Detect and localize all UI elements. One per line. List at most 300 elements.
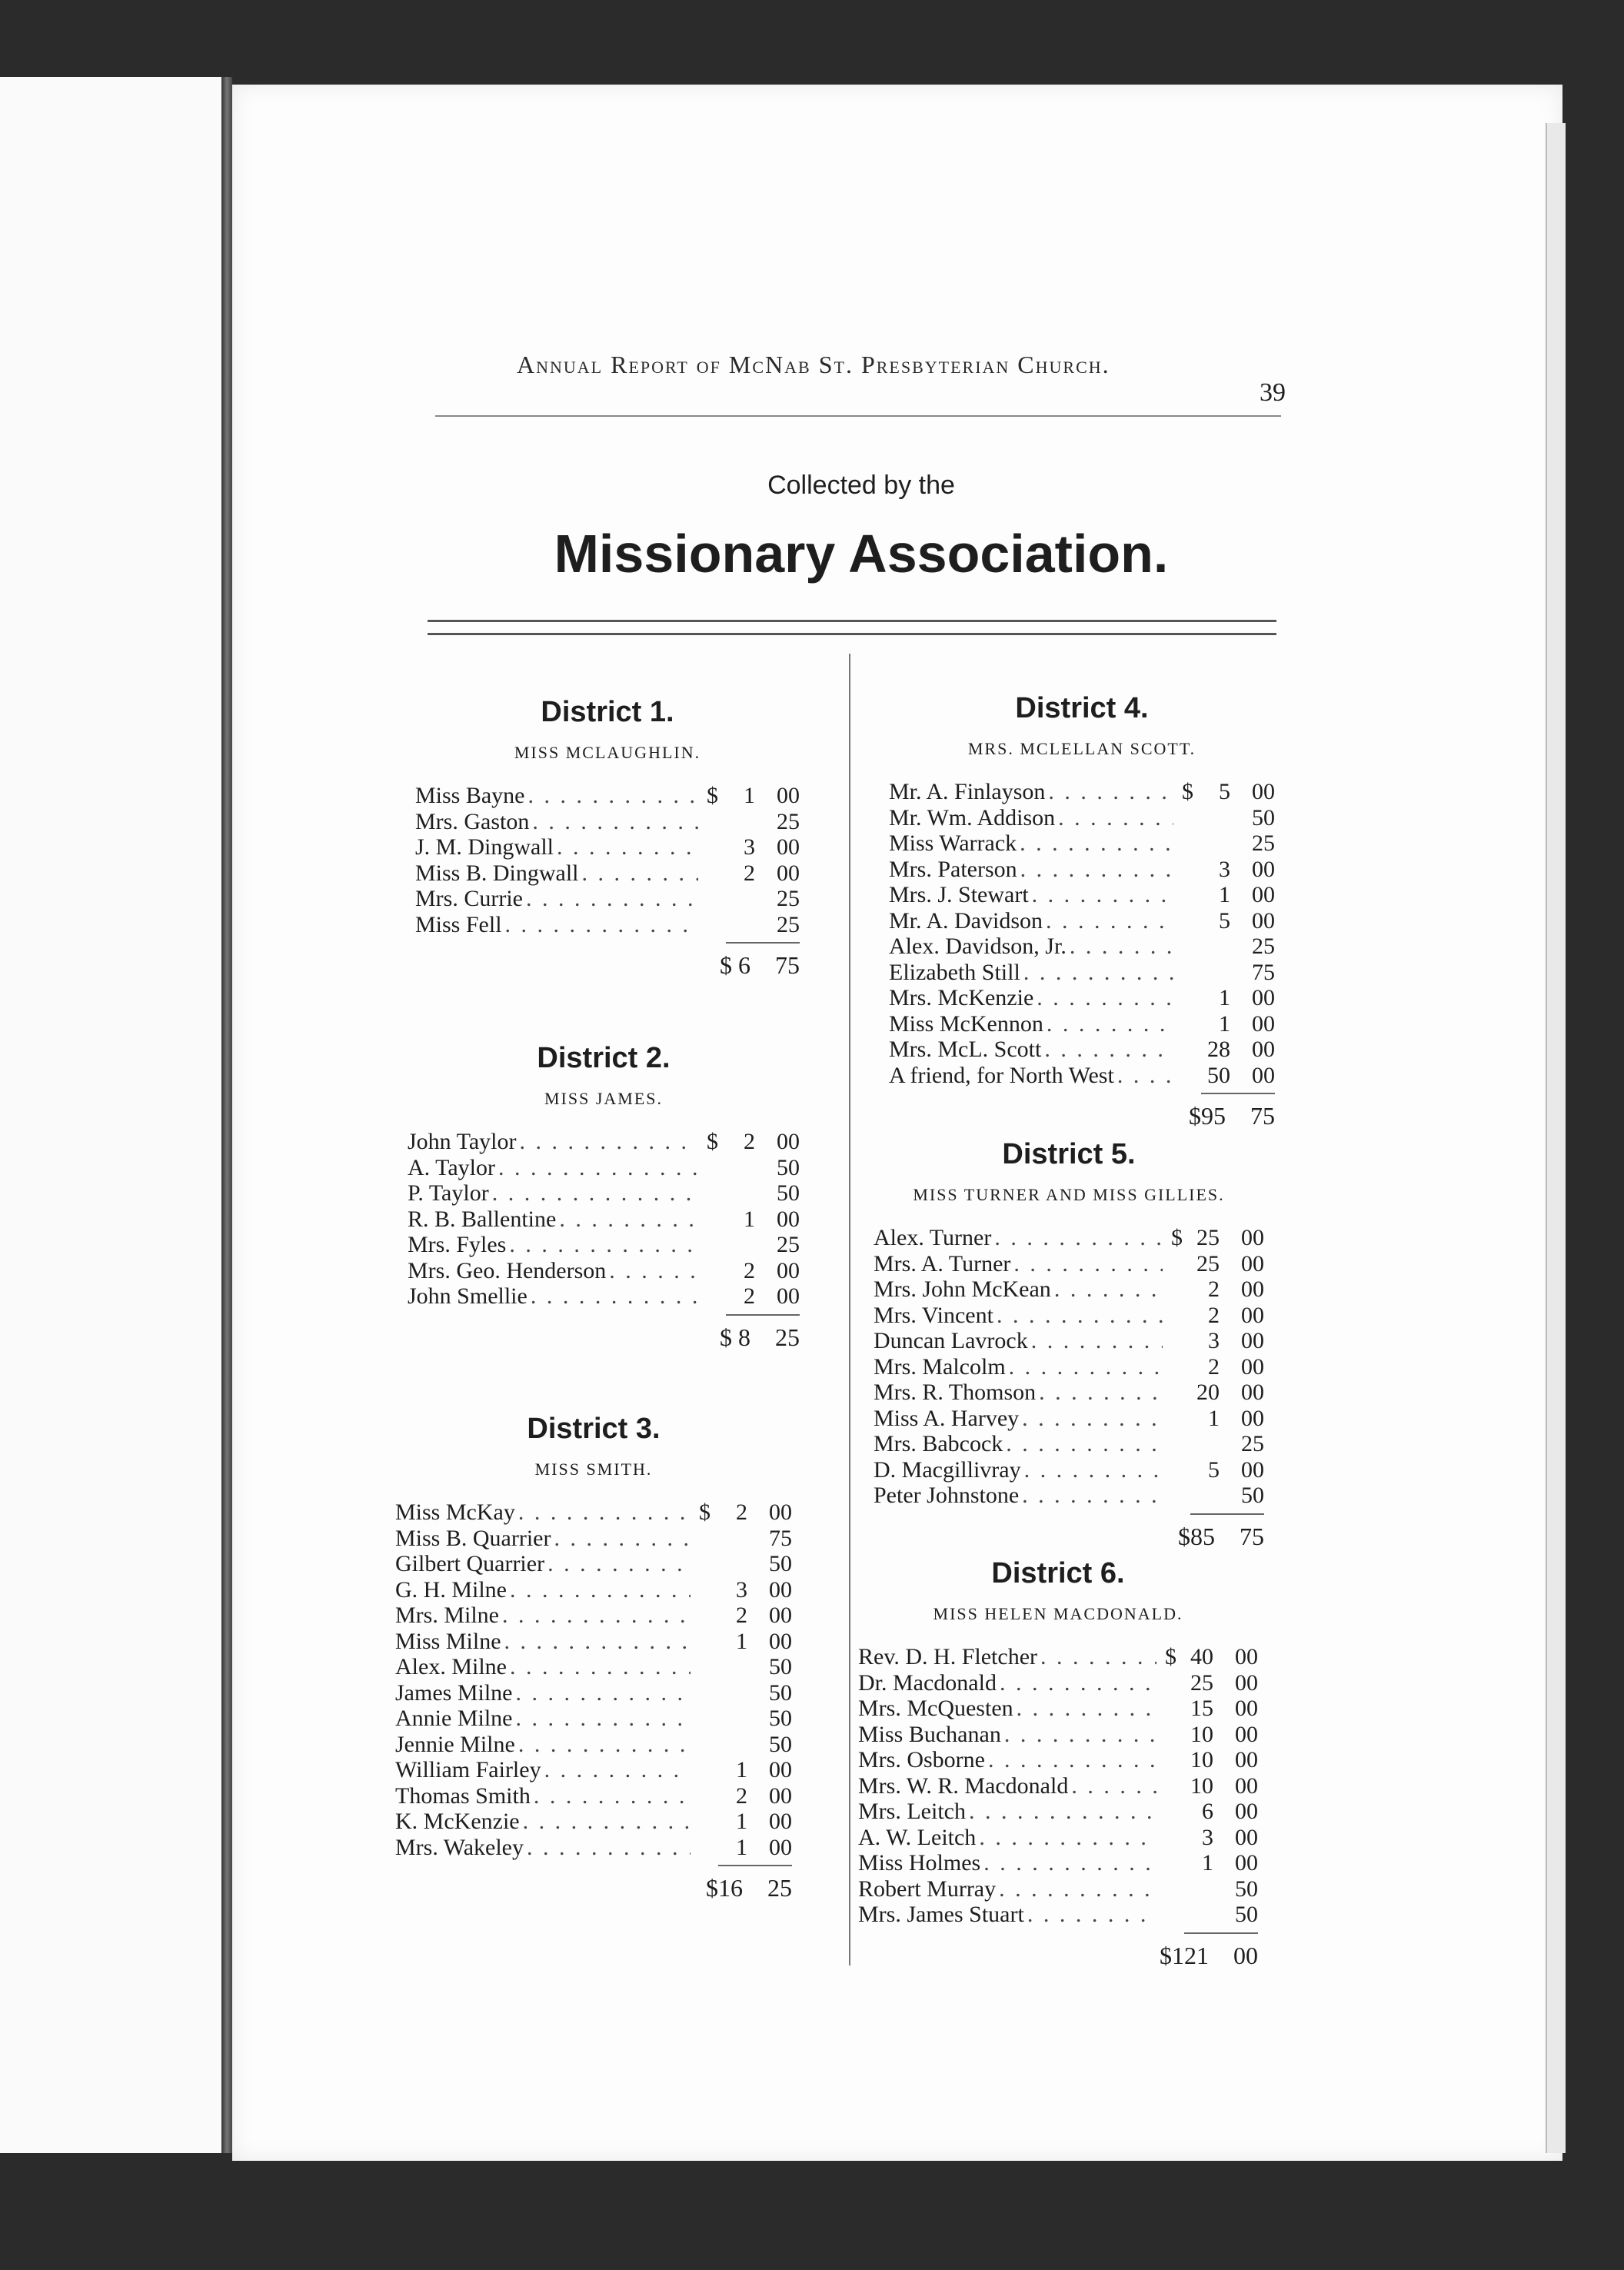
- contributor-name: R. B. Ballentine: [408, 1206, 557, 1232]
- dot-leader: [1058, 805, 1173, 831]
- contributor-name: Mrs. Leitch: [858, 1799, 966, 1824]
- contributor-name: A. W. Leitch: [858, 1824, 977, 1850]
- district-collector: MISS MCLAUGHLIN.: [514, 743, 701, 762]
- dot-leader: [510, 1577, 691, 1603]
- amount-cents: 00: [1241, 1276, 1264, 1302]
- dot-leader: [1027, 1902, 1156, 1928]
- district-block: [395, 1409, 792, 1902]
- title-double-rule: [428, 620, 1276, 635]
- amount-cents: 00: [769, 1603, 792, 1628]
- page-title: Missionary Association.: [554, 524, 1169, 584]
- contributor-name: Miss Fell: [415, 911, 502, 937]
- amount-cents: 00: [769, 1628, 792, 1654]
- dot-leader: [505, 912, 698, 938]
- district-total: [874, 1523, 1264, 1551]
- contribution-row: [858, 1644, 1258, 1670]
- amount-cents: 50: [1235, 1876, 1258, 1902]
- contributor-name: Miss McKennon: [889, 1010, 1043, 1037]
- contribution-row: [858, 1747, 1258, 1773]
- contributor-name: John Taylor: [408, 1129, 517, 1154]
- amount-dollars: 2: [1208, 1276, 1220, 1302]
- dot-leader: [532, 809, 698, 835]
- contribution-row: [874, 1303, 1264, 1329]
- contributor-name: Miss Buchanan: [858, 1721, 1001, 1747]
- amount-dollars: 2: [744, 1257, 755, 1283]
- amount-dollars: 25: [1196, 1250, 1220, 1276]
- amount-cents: 00: [1241, 1328, 1264, 1353]
- amount-cents: 25: [777, 1232, 800, 1257]
- amount-cents: 00: [777, 860, 800, 886]
- amount-dollars: 2: [736, 1603, 747, 1628]
- amount-cents: 00: [1235, 1669, 1258, 1696]
- amount-dollars: 28: [1207, 1037, 1230, 1062]
- contribution-row: [858, 1773, 1258, 1799]
- contribution-row: [889, 1037, 1275, 1063]
- amount-cents: 25: [1252, 934, 1275, 959]
- dot-leader: [999, 1876, 1156, 1902]
- dollar-sign: $: [1171, 1225, 1183, 1250]
- amount-cents: 25: [1252, 830, 1275, 856]
- contribution-row: [395, 1783, 792, 1809]
- dot-leader: [523, 1809, 691, 1835]
- amount-cents: 00: [1235, 1696, 1258, 1721]
- dot-leader: [510, 1654, 691, 1680]
- contributor-name: Rev. D. H. Fletcher: [858, 1644, 1037, 1669]
- contribution-row: [874, 1406, 1264, 1432]
- district-title: District 5.: [1002, 1138, 1136, 1170]
- contributor-name: Mrs. Malcolm: [874, 1353, 1006, 1380]
- contributor-name: Miss Bayne: [415, 783, 525, 808]
- contribution-row: [889, 882, 1275, 908]
- amount-cents: 00: [1241, 1456, 1264, 1483]
- contribution-row: [408, 1180, 800, 1207]
- dot-leader: [1047, 1011, 1173, 1037]
- amount-cents: 00: [1241, 1353, 1264, 1380]
- dollar-sign: $: [1165, 1644, 1176, 1669]
- contributor-name: Mrs. McL. Scott: [889, 1037, 1042, 1062]
- dot-leader: [531, 1283, 698, 1310]
- contributor-name: Duncan Lavrock: [874, 1328, 1028, 1353]
- amount-dollars: 50: [1207, 1062, 1230, 1088]
- amount-dollars: 1: [736, 1628, 747, 1654]
- dot-leader: [554, 1526, 691, 1552]
- contribution-list: [874, 1225, 1264, 1509]
- contributor-name: D. Macgillivray: [874, 1456, 1021, 1483]
- district-total: [858, 1942, 1258, 1970]
- dot-leader: [509, 1232, 698, 1258]
- district-total: [415, 951, 800, 980]
- amount-dollars: 2: [1208, 1353, 1220, 1380]
- contributor-name: Alex. Turner: [874, 1225, 992, 1250]
- contribution-row: [889, 805, 1275, 831]
- dot-leader: [983, 1850, 1156, 1876]
- amount-cents: 00: [1235, 1721, 1258, 1747]
- contribution-list: [415, 783, 800, 937]
- contribution-row: [408, 1129, 800, 1155]
- contributor-name: Miss B. Dingwall: [415, 860, 579, 886]
- contributor-name: Alex. Milne: [395, 1654, 507, 1679]
- amount-dollars: 10: [1190, 1721, 1213, 1747]
- amount-cents: 25: [1241, 1431, 1264, 1456]
- amount-cents: 00: [1235, 1799, 1258, 1824]
- contribution-row: [858, 1696, 1258, 1722]
- amount-cents: 00: [769, 1757, 792, 1782]
- contributor-name: G. H. Milne: [395, 1576, 507, 1603]
- amount-dollars: 25: [1190, 1669, 1213, 1696]
- amount-dollars: 6: [1202, 1799, 1213, 1824]
- contribution-list: [395, 1499, 792, 1860]
- contributor-name: Miss B. Quarrier: [395, 1525, 551, 1551]
- dot-leader: [1040, 1644, 1156, 1670]
- dot-leader: [1023, 960, 1173, 986]
- dot-leader: [1039, 1380, 1163, 1406]
- amount-dollars: 40: [1190, 1644, 1213, 1669]
- contribution-row: [874, 1431, 1264, 1457]
- amount-cents: 25: [777, 808, 800, 834]
- dot-leader: [1020, 830, 1173, 857]
- amount-cents: 00: [1252, 1010, 1275, 1037]
- amount-cents: 00: [1241, 1380, 1264, 1405]
- contributor-name: Mrs. Vincent: [874, 1302, 993, 1328]
- contribution-row: [408, 1232, 800, 1258]
- contribution-row: [889, 908, 1275, 934]
- contribution-row: [395, 1629, 792, 1655]
- amount-cents: 00: [1235, 1772, 1258, 1799]
- amount-cents: 00: [1252, 1037, 1275, 1062]
- contributor-name: Dr. Macdonald: [858, 1669, 997, 1696]
- dot-leader: [997, 1303, 1163, 1329]
- dot-leader: [1070, 934, 1173, 960]
- total-dollars: $121: [1160, 1941, 1209, 1969]
- amount-dollars: 1: [1219, 985, 1230, 1010]
- dot-leader: [1117, 1063, 1173, 1089]
- contribution-row: [395, 1551, 792, 1577]
- dot-leader: [518, 1499, 691, 1526]
- district-block: [874, 1134, 1264, 1551]
- district-title: District 3.: [527, 1413, 661, 1445]
- contributor-name: Miss A. Harvey: [874, 1405, 1020, 1431]
- amount-cents: 00: [1241, 1250, 1264, 1276]
- contribution-row: [858, 1722, 1258, 1748]
- contribution-row: [874, 1457, 1264, 1483]
- contribution-row: [889, 830, 1275, 857]
- amount-dollars: 2: [1208, 1302, 1220, 1328]
- amount-dollars: 10: [1190, 1747, 1213, 1772]
- district-title: District 1.: [541, 696, 674, 728]
- contribution-row: [408, 1155, 800, 1181]
- amount-cents: 00: [1235, 1824, 1258, 1850]
- contribution-row: [874, 1483, 1264, 1509]
- header-rule: [435, 415, 1281, 417]
- dollar-sign: $: [1182, 779, 1193, 804]
- dot-leader: [534, 1783, 691, 1809]
- amount-cents: 75: [769, 1525, 792, 1551]
- dot-leader: [1017, 1696, 1156, 1722]
- amount-dollars: 2: [744, 860, 755, 886]
- contribution-list: [889, 779, 1275, 1088]
- dot-leader: [1048, 779, 1173, 805]
- dot-leader: [1022, 1483, 1163, 1509]
- dot-leader: [1024, 1457, 1163, 1483]
- contributor-name: Miss Warrack: [889, 830, 1017, 856]
- amount-cents: 00: [769, 1809, 792, 1834]
- amount-cents: 50: [777, 1180, 800, 1206]
- contribution-row: [858, 1799, 1258, 1825]
- contributor-name: Mrs. Wakeley: [395, 1834, 524, 1860]
- dot-leader: [994, 1225, 1163, 1251]
- contribution-row: [408, 1283, 800, 1310]
- amount-dollars: 2: [736, 1499, 747, 1525]
- district-block: [408, 1038, 800, 1352]
- contributor-name: William Fairley: [395, 1757, 541, 1782]
- contribution-row: [889, 1063, 1275, 1089]
- contribution-row: [395, 1732, 792, 1758]
- amount-dollars: 2: [736, 1782, 747, 1809]
- contributor-name: Peter Johnstone: [874, 1483, 1020, 1508]
- amount-dollars: 1: [736, 1809, 747, 1834]
- amount-dollars: 3: [1202, 1824, 1213, 1850]
- amount-cents: 00: [777, 1206, 800, 1232]
- amount-cents: 00: [1252, 856, 1275, 882]
- contribution-row: [395, 1680, 792, 1706]
- amount-cents: 50: [769, 1654, 792, 1679]
- amount-cents: 00: [777, 1129, 800, 1154]
- dot-leader: [559, 1207, 698, 1233]
- contribution-row: [395, 1499, 792, 1526]
- contribution-row: [395, 1654, 792, 1680]
- amount-cents: 00: [1241, 1225, 1264, 1250]
- contributor-name: Mrs. John McKean: [874, 1276, 1051, 1302]
- amount-cents: 00: [1235, 1850, 1258, 1876]
- total-cents: 75: [775, 951, 800, 979]
- district-collector: MISS SMITH.: [534, 1460, 653, 1479]
- contribution-row: [874, 1380, 1264, 1406]
- dollar-sign: $: [699, 1499, 710, 1525]
- amount-cents: 75: [1252, 959, 1275, 985]
- contributor-name: John Smellie: [408, 1283, 527, 1309]
- contributor-name: Miss Holmes: [858, 1850, 981, 1876]
- contributor-name: P. Taylor: [408, 1180, 489, 1206]
- amount-dollars: 2: [744, 1129, 755, 1154]
- contributor-name: Mrs. W. R. Macdonald: [858, 1772, 1069, 1799]
- contributor-name: Robert Murray: [858, 1876, 997, 1902]
- district-collector: MISS JAMES.: [544, 1089, 664, 1108]
- total-cents: 00: [1233, 1941, 1258, 1969]
- total-dollars: $ 8: [720, 1323, 750, 1351]
- amount-cents: 00: [1241, 1405, 1264, 1431]
- amount-cents: 00: [769, 1782, 792, 1809]
- contributor-name: Jennie Milne: [395, 1731, 515, 1757]
- contribution-row: [874, 1225, 1264, 1251]
- district-total: [395, 1874, 792, 1902]
- amount-cents: 00: [777, 1283, 800, 1309]
- amount-dollars: 5: [1219, 779, 1230, 804]
- contribution-row: [415, 886, 800, 912]
- amount-cents: 00: [1252, 1062, 1275, 1088]
- contribution-row: [395, 1603, 792, 1629]
- contribution-row: [408, 1258, 800, 1284]
- left-page: [0, 77, 228, 2153]
- amount-dollars: 3: [1208, 1328, 1220, 1353]
- amount-cents: 50: [1235, 1902, 1258, 1927]
- contributor-name: Mrs. R. Thomson: [874, 1380, 1037, 1405]
- contribution-row: [395, 1809, 792, 1835]
- dot-leader: [582, 860, 698, 887]
- amount-dollars: 25: [1196, 1225, 1220, 1250]
- contributor-name: Annie Milne: [395, 1706, 513, 1731]
- total-rule: [1201, 1093, 1275, 1094]
- district-total: [408, 1323, 800, 1352]
- amount-cents: 25: [777, 911, 800, 937]
- contribution-row: [395, 1706, 792, 1732]
- amount-dollars: 3: [1219, 856, 1230, 882]
- contribution-row: [889, 857, 1275, 883]
- contributor-name: Gilbert Quarrier: [395, 1551, 545, 1576]
- amount-cents: 50: [1241, 1483, 1264, 1508]
- running-head: Annual Report of McNab St. Presbyterian Church.: [517, 351, 1110, 378]
- dot-leader: [1020, 857, 1173, 883]
- total-dollars: $16: [706, 1874, 743, 1902]
- contribution-row: [408, 1207, 800, 1233]
- contributor-name: A friend, for North West: [889, 1062, 1114, 1088]
- contribution-row: [858, 1850, 1258, 1876]
- amount-dollars: 2: [744, 1283, 755, 1309]
- dot-leader: [1004, 1722, 1156, 1748]
- total-dollars: $85: [1178, 1522, 1215, 1550]
- district-block: [858, 1553, 1258, 1970]
- amount-dollars: 1: [744, 1206, 755, 1232]
- contribution-row: [415, 809, 800, 835]
- amount-cents: 50: [1252, 804, 1275, 830]
- amount-cents: 00: [1252, 907, 1275, 934]
- contribution-row: [858, 1825, 1258, 1851]
- dot-leader: [1054, 1276, 1163, 1303]
- contributor-name: Mrs. McKenzie: [889, 985, 1034, 1010]
- amount-dollars: 1: [1219, 882, 1230, 907]
- amount-dollars: 10: [1190, 1772, 1213, 1799]
- amount-cents: 50: [769, 1731, 792, 1757]
- amount-cents: 25: [777, 886, 800, 911]
- total-cents: 25: [767, 1874, 792, 1902]
- amount-cents: 00: [769, 1576, 792, 1603]
- contribution-row: [415, 860, 800, 887]
- contribution-row: [889, 985, 1275, 1011]
- contribution-row: [415, 783, 800, 809]
- contribution-row: [874, 1354, 1264, 1380]
- amount-cents: 50: [769, 1706, 792, 1731]
- amount-dollars: 1: [1219, 1010, 1230, 1037]
- contribution-row: [415, 912, 800, 938]
- district-total: [889, 1102, 1275, 1130]
- district-block: [415, 692, 800, 980]
- dot-leader: [504, 1629, 691, 1655]
- dot-leader: [526, 886, 698, 912]
- dot-leader: [1032, 882, 1173, 908]
- contributor-name: Miss McKay: [395, 1499, 515, 1525]
- contributor-name: James Milne: [395, 1679, 513, 1706]
- amount-dollars: 5: [1208, 1456, 1220, 1483]
- contribution-row: [395, 1526, 792, 1552]
- contribution-row: [858, 1902, 1258, 1928]
- amount-dollars: 1: [736, 1834, 747, 1860]
- contributor-name: Mrs. Milne: [395, 1603, 499, 1628]
- amount-cents: 50: [777, 1154, 800, 1180]
- amount-dollars: 1: [736, 1757, 747, 1782]
- contribution-list: [408, 1129, 800, 1310]
- contributor-name: Mrs. A. Turner: [874, 1250, 1011, 1276]
- page-subtitle: Collected by the: [767, 471, 955, 500]
- contributor-name: Mr. Wm. Addison: [889, 804, 1056, 830]
- contributor-name: Mrs. J. Stewart: [889, 882, 1029, 907]
- dot-leader: [1071, 1773, 1156, 1799]
- contributor-name: J. M. Dingwall: [415, 834, 554, 860]
- amount-cents: 00: [1241, 1302, 1264, 1328]
- dot-leader: [988, 1747, 1156, 1773]
- dollar-sign: $: [707, 783, 718, 808]
- amount-cents: 00: [1252, 882, 1275, 907]
- total-rule: [718, 1865, 792, 1866]
- dot-leader: [547, 1551, 691, 1577]
- contribution-row: [395, 1577, 792, 1603]
- dot-leader: [609, 1258, 698, 1284]
- dot-leader: [1046, 908, 1173, 934]
- page-number: 39: [1260, 378, 1286, 407]
- dot-leader: [527, 1835, 691, 1861]
- contributor-name: K. McKenzie: [395, 1809, 520, 1834]
- district-collector: MRS. MCLELLAN SCOTT.: [967, 739, 1196, 758]
- dot-leader: [979, 1825, 1156, 1851]
- total-dollars: $95: [1189, 1102, 1226, 1130]
- contributor-name: Elizabeth Still: [889, 959, 1020, 985]
- total-rule: [1184, 1932, 1258, 1934]
- book-binding: [221, 77, 232, 2153]
- contributor-name: Mrs. McQuesten: [858, 1696, 1013, 1721]
- dot-leader: [502, 1603, 691, 1629]
- dot-leader: [1044, 1037, 1173, 1063]
- total-cents: 75: [1240, 1522, 1264, 1550]
- total-rule: [726, 1314, 800, 1316]
- dot-leader: [1022, 1406, 1163, 1432]
- amount-dollars: 1: [744, 783, 755, 808]
- contribution-row: [874, 1328, 1264, 1354]
- dot-leader: [969, 1799, 1156, 1825]
- contribution-row: [889, 779, 1275, 805]
- contributor-name: A. Taylor: [408, 1154, 495, 1180]
- page-edge: [1546, 123, 1566, 2153]
- dot-leader: [557, 834, 698, 860]
- district-block: [889, 688, 1275, 1130]
- contribution-row: [889, 960, 1275, 986]
- district-collector: MISS TURNER AND MISS GILLIES.: [913, 1185, 1225, 1204]
- contributor-name: Mrs. Paterson: [889, 856, 1017, 882]
- contributor-name: Mrs. Babcock: [874, 1431, 1003, 1456]
- amount-cents: 00: [1252, 779, 1275, 804]
- dot-leader: [1000, 1670, 1156, 1696]
- dot-leader: [518, 1732, 691, 1758]
- contributor-name: Mr. A. Davidson: [889, 907, 1043, 934]
- dot-leader: [1037, 985, 1173, 1011]
- dot-leader: [528, 783, 699, 809]
- contribution-row: [858, 1670, 1258, 1696]
- contribution-list: [858, 1644, 1258, 1928]
- contribution-row: [395, 1835, 792, 1861]
- dot-leader: [515, 1706, 691, 1732]
- contribution-row: [889, 1011, 1275, 1037]
- dot-leader: [520, 1129, 698, 1155]
- contributor-name: Mrs. Gaston: [415, 808, 530, 834]
- contribution-row: [415, 834, 800, 860]
- dot-leader: [515, 1680, 691, 1706]
